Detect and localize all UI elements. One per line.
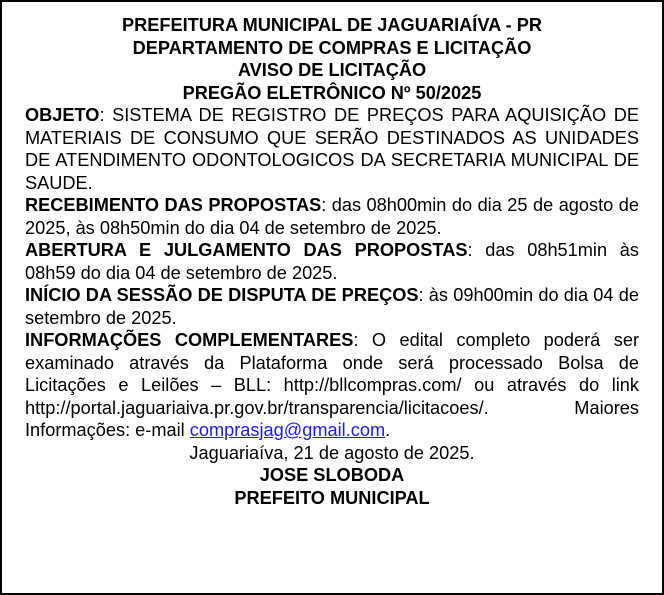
- objeto-text: : SISTEMA DE REGISTRO DE PREÇOS PARA AQUISIÇÃO DE MATERIAIS DE CONSUMO QUE SERÃO DESTINADOS AS UNIDADES DE ATENDIMENTO ODONTOLOGICOS DA SECRETARIA MUNICIPAL DE SAUDE.: [25, 105, 639, 193]
- informacoes-label: INFORMAÇÕES COMPLEMENTARES: [25, 330, 354, 350]
- informacoes-text: : O edital completo poderá ser examinado através da Plataforma onde será processado Bolsa de Licitações e Leilões – BLL: http://bllcompras.com/ ou através do link http://portal.jaguariaiva.pr.gov.br/transparencia/licitacoes/. Maiores Informações: e-mail: [25, 330, 640, 440]
- recebimento-text: : das 08h00min do dia 25 de agosto de 2025, às 08h50min do dia 04 de setembro de 2025.: [25, 195, 639, 238]
- inicio-paragraph: [25, 284, 639, 329]
- footer-date: Jaguariaíva, 21 de agosto de 2025.: [189, 442, 475, 463]
- inicio-text: : às 09h00min do dia 04 de setembro de 2025.: [25, 285, 639, 328]
- header-aviso: AVISO DE LICITAÇÃO: [237, 60, 427, 80]
- inicio-label: INÍCIO DA SESSÃO DE DISPUTA DE PREÇOS: [25, 285, 419, 305]
- objeto-label: OBJETO: [25, 105, 100, 125]
- footer-role: PREFEITO MUNICIPAL: [234, 487, 430, 508]
- abertura-paragraph: [25, 239, 639, 284]
- header-departamento: DEPARTAMENTO DE COMPRAS E LICITAÇÃO: [132, 37, 532, 58]
- recebimento-label: RECEBIMENTO DAS PROPOSTAS: [25, 195, 322, 215]
- header-prefeitura: PREFEITURA MUNICIPAL DE JAGUARIAÍVA - PR: [121, 15, 542, 35]
- objeto-paragraph: [25, 104, 639, 194]
- email-link[interactable]: comprasjag@gmail.com: [189, 420, 386, 440]
- abertura-label: ABERTURA E JULGAMENTO DAS PROPOSTAS: [25, 240, 468, 260]
- informacoes-paragraph: [25, 329, 639, 442]
- recebimento-paragraph: [25, 194, 639, 239]
- footer-signer: JOSE SLOBODA: [259, 465, 405, 485]
- abertura-text: : das 08h51min às 08h59 do dia 04 de setembro de 2025.: [25, 240, 639, 283]
- informacoes-end: .: [385, 420, 391, 440]
- header-pregao: PREGÃO ELETRÔNICO Nº 50/2025: [182, 82, 482, 103]
